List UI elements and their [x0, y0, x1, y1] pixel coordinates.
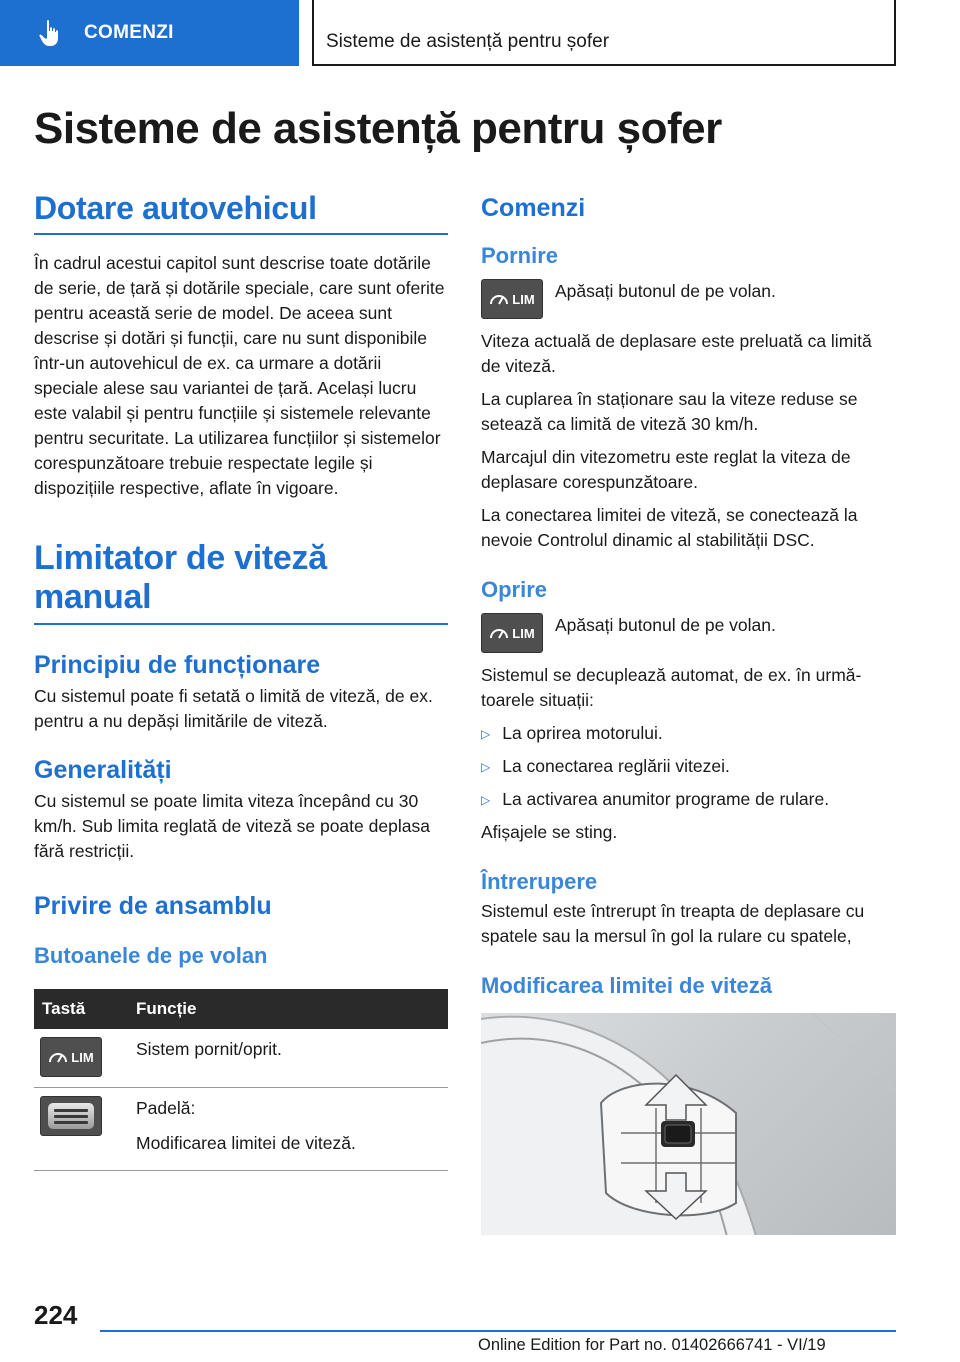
generalitati-paragraph: Cu sistemul se poate limita viteza începând cu 30 km/h. Sub limita reglată de viteză se poate deplasa fără restricții.	[34, 791, 430, 861]
paddle-icon	[40, 1096, 102, 1136]
subheading-principiu: Principiu de funcționare	[34, 651, 321, 679]
list-item: ▷ La activarea anumitor programe de rulare.	[481, 787, 896, 813]
left-column	[34, 190, 448, 1171]
table-header-function: Funcție	[128, 989, 448, 1029]
triangle-bullet-icon: ▷	[481, 760, 491, 774]
page-title: Sisteme de asistență pentru șofer	[34, 104, 722, 153]
hand-pointer-icon	[38, 19, 62, 47]
triangle-bullet-icon: ▷	[481, 793, 491, 807]
section-heading-limitator: Limitator de viteză manual	[34, 539, 448, 625]
list-item: ▷ La conectarea reglării vitezei.	[481, 754, 896, 780]
footer-divider	[100, 1330, 896, 1332]
subheading-pornire: Pornire	[481, 243, 559, 268]
lim-button-icon: LIM	[481, 613, 543, 653]
pornire-button-text: Apăsați butonul de pe volan.	[555, 281, 776, 301]
oprire-paragraph: Afișajele se sting.	[481, 822, 618, 842]
table-cell-function: Padelă:	[136, 1098, 196, 1118]
oprire-instruction	[481, 613, 896, 653]
dotare-paragraph: În cadrul acestui capitol sunt descrise toate dotările de serie, de țară și dotările speciale, care sunt oferite pentru această serie de model. De aceea sunt descrise și dotări și funcții, care nu sunt disponibile într-un autovehicul de ex. ca urmare a dotării speciale alese sau variantei de țară. Același lucru este valabil și pentru funcțiile și sistemele relevante pentru securitate. La utilizarea funcțiilor și sistemelor corespunzătoare trebuie respectate legile și dispozițiile respective, aflate în vigoare.	[34, 253, 445, 498]
subheading-generalitati: Generalități	[34, 756, 172, 784]
table-header-key: Tastă	[34, 989, 128, 1029]
footer-edition: Online Edition for Part no. 01402666741 - VI/19	[478, 1336, 826, 1354]
pornire-paragraph: La conectarea limitei de viteză, se conectează la nevoie Controlul dinamic al stabilității DSC.	[481, 505, 858, 550]
page-number: 224	[34, 1300, 78, 1330]
intrerupere-paragraph: Sistemul este întrerupt în treapta de deplasare cu spatele sau la mersul în gol la rulare cu spatele,	[481, 901, 865, 946]
triangle-bullet-icon: ▷	[481, 727, 491, 741]
buttons-table	[34, 989, 448, 1171]
section-tab[interactable]	[0, 0, 299, 66]
section-tab-label: COMENZI	[84, 22, 174, 43]
list-item: ▷ La oprirea motorului.	[481, 721, 896, 747]
subheading-butoane: Butoanele de pe volan	[34, 943, 268, 968]
lim-button-icon: LIM	[40, 1037, 102, 1077]
right-column	[481, 190, 896, 1235]
steering-wheel-icon	[481, 1013, 896, 1235]
subheading-comenzi: Comenzi	[481, 194, 586, 222]
subheading-oprire: Oprire	[481, 577, 548, 602]
table-cell-function: Sistem pornit/oprit.	[136, 1039, 282, 1059]
subheading-privire: Privire de ansamblu	[34, 892, 272, 920]
oprire-paragraph: Sistemul se decuplează automat, de ex. în următoarele situații:	[481, 665, 862, 710]
table-cell-function: Modificarea limitei de viteză.	[136, 1133, 356, 1153]
pornire-paragraph: Marcajul din vitezometru este reglat la viteza de deplasare corespunzătoare.	[481, 447, 851, 492]
steering-wheel-illustration	[481, 1013, 896, 1235]
breadcrumb: Sisteme de asistență pentru șofer	[312, 0, 896, 66]
table-row	[34, 1088, 448, 1171]
lim-button-icon: LIM	[481, 279, 543, 319]
pornire-instruction	[481, 279, 896, 319]
section-heading-dotare: Dotare autovehicul	[34, 190, 448, 235]
subheading-intrerupere: Întrerupere	[481, 869, 598, 894]
oprire-button-text: Apăsați butonul de pe volan.	[555, 615, 776, 635]
principiu-paragraph: Cu sistemul poate fi setată o limită de viteză, de ex. pentru a nu depăși limitările de viteză.	[34, 686, 433, 731]
pornire-paragraph: Viteza actuală de deplasare este preluată ca limită de viteză.	[481, 331, 872, 376]
table-header-row	[34, 989, 448, 1029]
subheading-modificare: Modificarea limitei de viteză	[481, 973, 772, 998]
pornire-paragraph: La cuplarea în staționare sau la viteze reduse se setează ca limită de viteză 30 km/h.	[481, 389, 858, 434]
table-row	[34, 1029, 448, 1088]
oprire-list	[481, 721, 896, 813]
